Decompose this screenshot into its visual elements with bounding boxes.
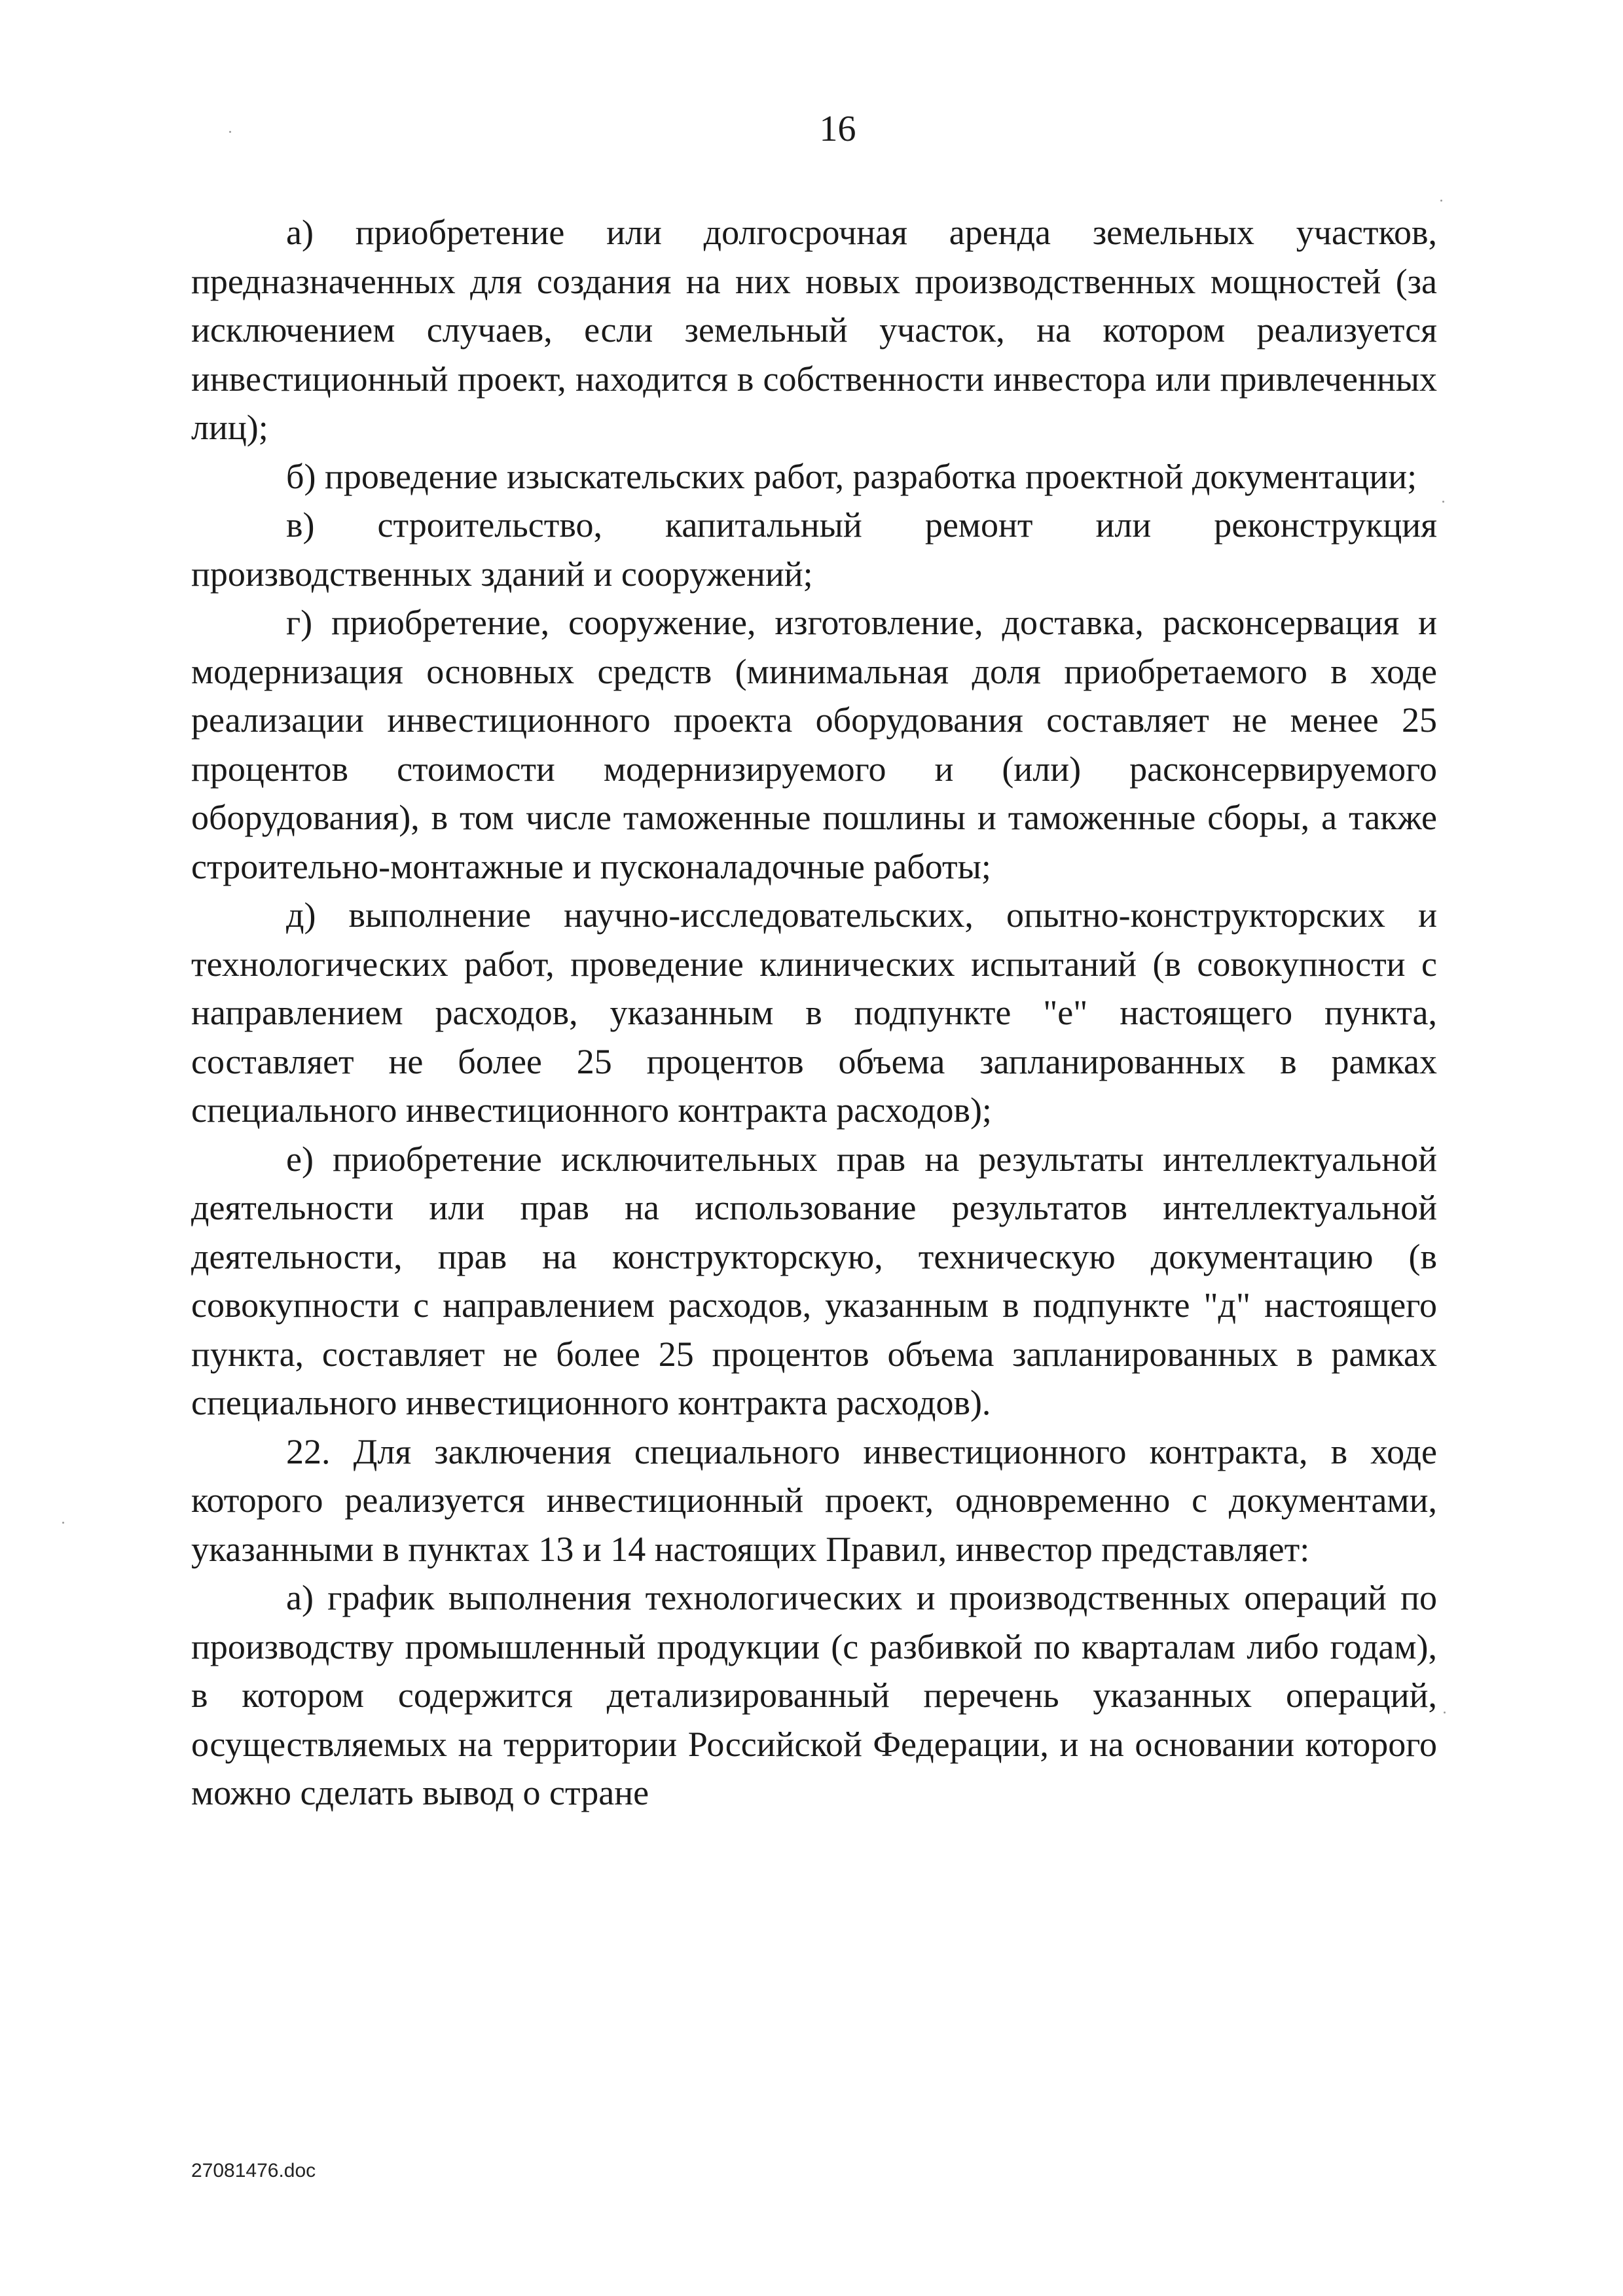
paragraph-b-survey: б) проведение изыскательских работ, разработка проектной документации;: [286, 456, 1417, 496]
scan-speck: [62, 1522, 64, 1524]
paragraph-a-schedule: а) график выполнения технологических и производственных операций по производству промышленный продукции (с разбивкой по кварталам либо годам), в котором содержится детализированный перечень указанных операций, осуществляемых на территории Российской Федерации, и на основании которого можно сделать вывод о стране: [191, 1578, 1437, 1812]
document-file-code: 27081476.doc: [191, 2160, 316, 2181]
scan-speck: [1442, 501, 1444, 503]
paragraph-d-research: д) выполнение научно-исследовательских, опытно-конструкторских и технологических работ, проведение клинических испытаний (в совокупности с направлением расходов, указанным в подпункте "е" настоящего пункта, составляет не более 25 процентов объема запланированных в рамках специального инвестиционного контракта расходов);: [191, 895, 1437, 1130]
document-body: [191, 208, 1437, 1818]
paragraph-a-land: а) приобретение или долгосрочная аренда земельных участков, предназначенных для создания на них новых производственных мощностей (за исключением случаев, если земельный участок, на котором реализуется инвестиционный проект, находится в собственности инвестора или привлеченных лиц);: [191, 213, 1437, 447]
paragraph-22-contract: 22. Для заключения специального инвестиционного контракта, в ходе которого реализуется инвестиционный проект, одновременно с документами, указанными в пунктах 13 и 14 настоящих Правил, инвестор представляет:: [191, 1431, 1437, 1569]
paragraph-g-equipment: г) приобретение, сооружение, изготовление, доставка, расконсервация и модернизация основных средств (минимальная доля приобретаемого в ходе реализации инвестиционного проекта оборудования составляет не менее 25 процентов стоимости модернизируемого и (или) расконсервируемого оборудования), в том числе таможенные пошлины и таможенные сборы, а также строительно-монтажные и пусконаладочные работы;: [191, 603, 1437, 886]
paragraph-v-construction: в) строительство, капитальный ремонт или реконструкция производственных зданий и сооружений;: [191, 505, 1437, 594]
paragraph-e-ip-rights: е) приобретение исключительных прав на результаты интеллектуальной деятельности или прав на использование результатов интеллектуальной деятельности, прав на конструкторскую, техническую документацию (в совокупности с направлением расходов, указанным в подпункте "д" настоящего пункта, составляет не более 25 процентов объема запланированных в рамках специального инвестиционного контракта расходов).: [191, 1139, 1437, 1422]
scan-speck: [229, 131, 231, 133]
page-number: 16: [819, 109, 856, 149]
scan-speck: [1440, 200, 1442, 202]
scan-speck: [1444, 1712, 1446, 1713]
